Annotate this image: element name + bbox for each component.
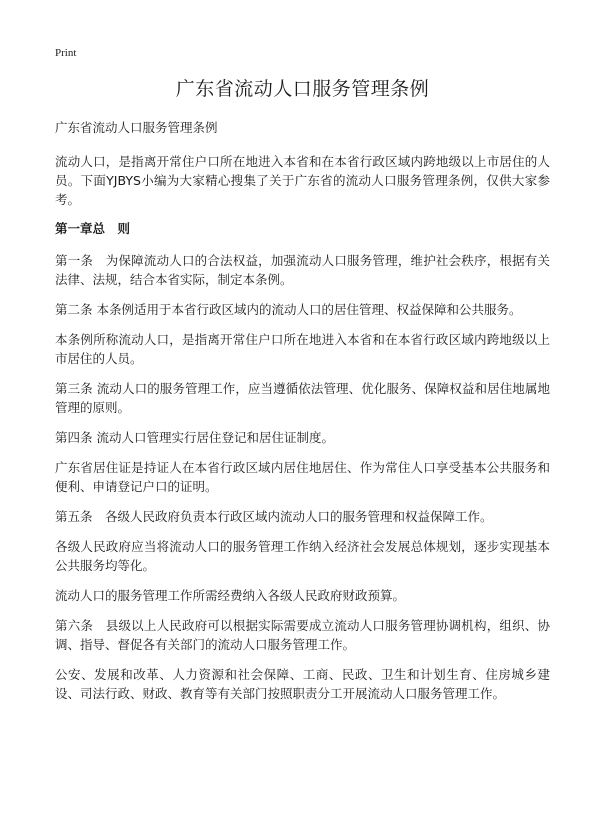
print-label: Print [55,47,77,59]
article-1: 第一条 为保障流动人口的合法权益，加强流动人口服务管理，维护社会秩序，根据有关法律、法规，结合本省实际，制定本条例。 [55,253,550,287]
article-6-departments: 公安、发展和改革、人力资源和社会保障、工商、民政、卫生和计划生育、住房城乡建设、司法行政、财政、教育等有关部门按照职责分工开展流动人口服务管理工作。 [55,667,550,701]
article-5: 第五条 各级人民政府负责本行政区域内流动人口的服务管理和权益保障工作。 [55,509,493,524]
intro-paragraph: 流动人口，是指离开常住户口所在地进入本省和在本省行政区域内跨地级以上市居住的人员。下面YJBYS小编为大家精心搜集了关于广东省的流动人口服务管理条例，仅供大家参考。 [55,154,550,207]
article-5-planning: 各级人民政府应当将流动人口的服务管理工作纳入经济社会发展总体规划，逐步实现基本公共服务均等化。 [55,539,550,573]
document-subtitle: 广东省流动人口服务管理条例 [55,120,218,135]
article-2-definition: 本条例所称流动人口，是指离开常住户口所在地进入本省和在本省行政区域内跨地级以上市居住的人员。 [55,332,550,366]
document-title: 广东省流动人口服务管理条例 [175,78,430,100]
article-4: 第四条 流动人口管理实行居住登记和居住证制度。 [55,430,334,445]
chapter-heading: 第一章总 则 [55,221,131,236]
article-6: 第六条 县级以上人民政府可以根据实际需要成立流动人口服务管理协调机构，组织、协调、指导、督促各有关部门的流动人口服务管理工作。 [55,618,550,652]
article-2: 第二条 本条例适用于本省行政区域内的流动人口的居住管理、权益保障和公共服务。 [55,302,522,317]
article-5-budget: 流动人口的服务管理工作所需经费纳入各级人民政府财政预算。 [55,588,406,603]
article-4-residence-permit: 广东省居住证是持证人在本省行政区域内居住地居住、作为常住人口享受基本公共服务和便利、申请登记户口的证明。 [55,460,550,494]
article-3: 第三条 流动人口的服务管理工作，应当遵循依法管理、优化服务、保障权益和居住地属地管理的原则。 [55,381,550,415]
